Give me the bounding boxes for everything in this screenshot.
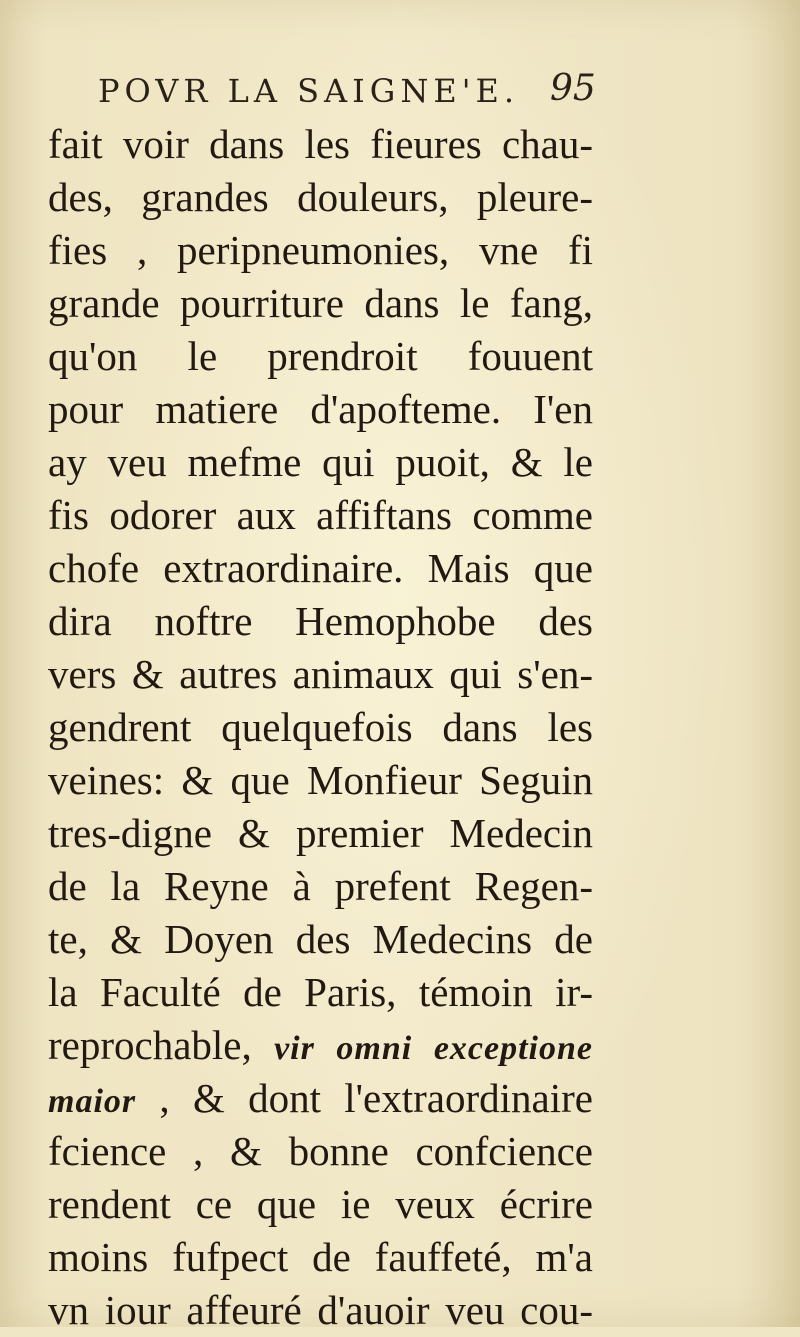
text-line-19: maior , & dont l'extraordinaire <box>48 1075 593 1121</box>
text-line-9: chofe extraordinaire. Mais que <box>48 545 593 591</box>
text-line-3: fies , peripneumonies, vne fi <box>48 227 593 273</box>
text-line-11: vers & autres animaux qui s'en- <box>48 651 593 697</box>
page-number: 95 <box>550 68 596 109</box>
text-line-7: ay veu mefme qui puoit, & le <box>48 439 593 485</box>
running-head <box>98 68 598 116</box>
running-title: POVR LA SAIGNE'E. <box>98 72 520 110</box>
text-line-21: rendent ce que ie veux écrire <box>48 1181 593 1227</box>
text-line-14: tres-digne & premier Medecin <box>48 810 593 856</box>
text-line-6: pour matiere d'apofteme. I'en <box>48 386 593 432</box>
text-line-18: reprochable, vir omni exceptione <box>48 1022 593 1068</box>
text-line-5: qu'on le prendroit fouuent <box>48 333 593 379</box>
text-line-15: de la Reyne à prefent Regen- <box>48 863 593 909</box>
text-line-17: la Faculté de Paris, témoin ir- <box>48 969 593 1015</box>
text-line-10: dira noftre Hemophobe des <box>48 598 593 644</box>
text-line-1: fait voir dans les fieures chau- <box>48 121 593 167</box>
text-line-4: grande pourriture dans le fang, <box>48 280 593 326</box>
text-line-23: vn iour affeuré d'auoir veu cou- <box>48 1287 593 1333</box>
text-line-2: des, grandes douleurs, pleure- <box>48 174 593 220</box>
latin-phrase: vir omni exceptione <box>274 1030 593 1067</box>
text-line-12: gendrent quelquefois dans les <box>48 704 593 750</box>
text-line-8: fis odorer aux affiftans comme <box>48 492 593 538</box>
text-line-16: te, & Doyen des Medecins de <box>48 916 593 962</box>
text-line-20: fcience , & bonne confcience <box>48 1128 593 1174</box>
text-line-22: moins fufpect de fauffeté, m'a <box>48 1234 593 1280</box>
text-line-13: veines: & que Monfieur Seguin <box>48 757 593 803</box>
body-text <box>48 118 593 1337</box>
latin-phrase-end: maior <box>48 1083 137 1120</box>
